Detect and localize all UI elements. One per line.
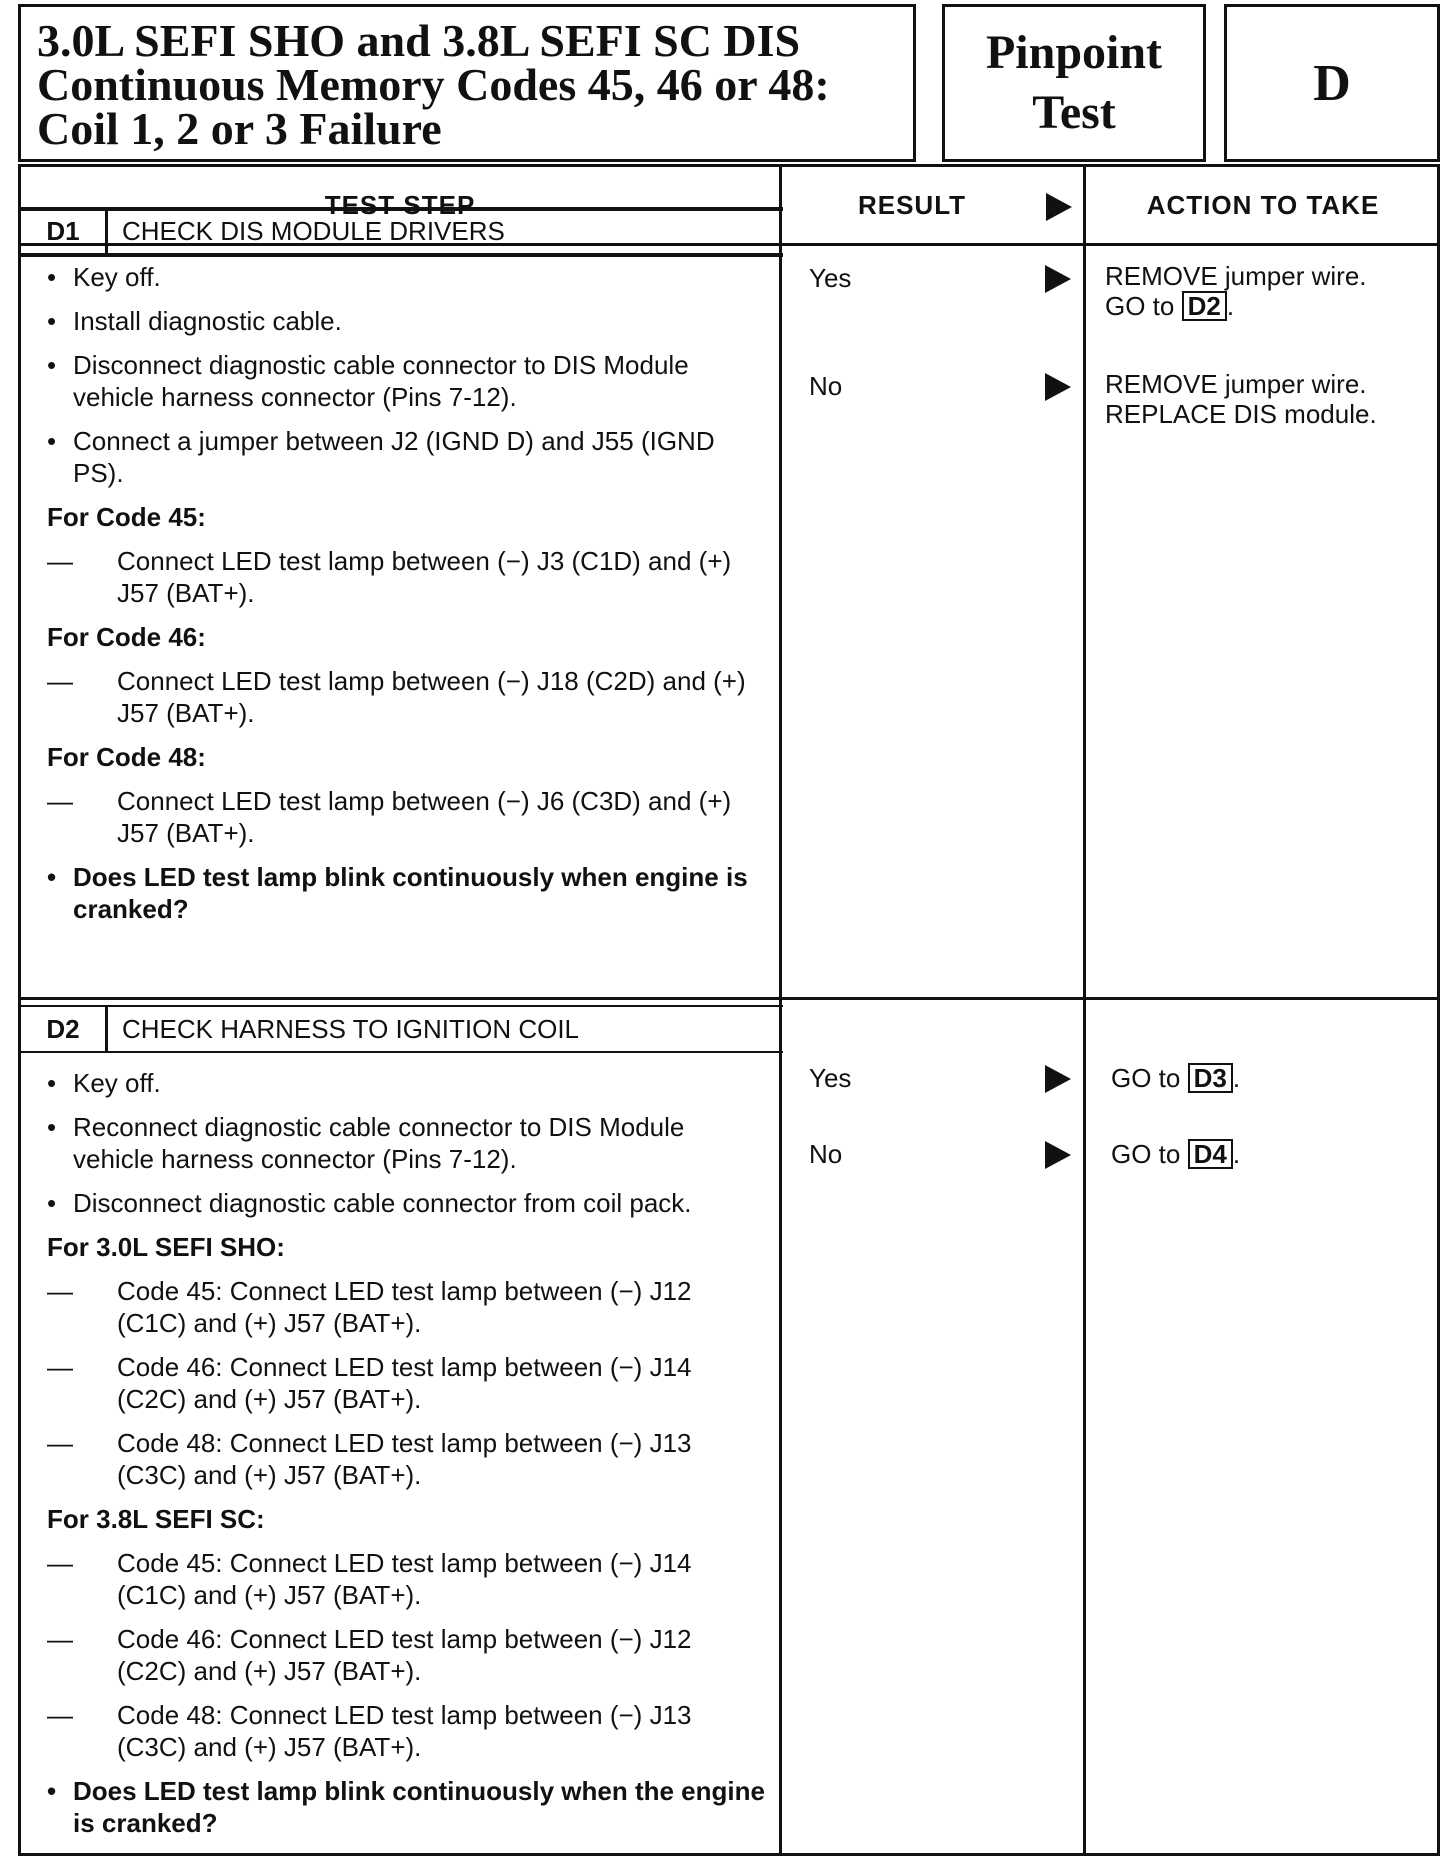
instruction-item: — Code 48: Connect LED test lamp between (−) J13 (C3C) and (+) J57 (BAT+). — [47, 1427, 765, 1491]
test-letter: D — [1313, 54, 1351, 112]
title-box — [18, 4, 916, 162]
column-divider — [1083, 167, 1086, 1853]
instruction-item: — Connect LED test lamp between (−) J6 (C3D) and (+) J57 (BAT+). — [47, 785, 765, 849]
result-label: Yes — [809, 263, 852, 293]
step-d2-instructions — [47, 1067, 765, 1851]
action-no-d2 — [1111, 1139, 1441, 1169]
step-title: CHECK DIS MODULE DRIVERS — [122, 215, 505, 246]
result-label: No — [809, 1139, 843, 1169]
step-d1-instructions — [47, 261, 765, 937]
action-go — [1105, 291, 1435, 321]
instruction-item: — Code 46: Connect LED test lamp between (−) J14 (C2C) and (+) J57 (BAT+). — [47, 1351, 765, 1415]
triangle-arrow-icon — [1045, 1065, 1071, 1093]
period: . — [1232, 1063, 1241, 1093]
column-header-action: ACTION TO TAKE — [1146, 189, 1380, 220]
instruction-heading: For Code 48: — [47, 742, 206, 772]
go-to-text: GO to — [1105, 291, 1175, 321]
period: . — [1232, 1139, 1241, 1169]
instruction-item: — Code 45: Connect LED test lamp between (−) J14 (C1C) and (+) J57 (BAT+). — [47, 1547, 765, 1611]
column-header-test-step: TEST STEP — [324, 189, 476, 220]
action-line: REMOVE jumper wire. — [1105, 261, 1367, 291]
triangle-arrow-icon — [1046, 193, 1072, 221]
triangle-arrow-icon — [1045, 265, 1071, 293]
instruction-item: — Code 45: Connect LED test lamp between (−) J12 (C1C) and (+) J57 (BAT+). — [47, 1275, 765, 1339]
step-id: D1 — [21, 209, 108, 253]
instruction-item: • Disconnect diagnostic cable connector to DIS Module vehicle harness connector (Pins 7-12). — [47, 349, 765, 413]
instruction-heading: For Code 45: — [47, 502, 206, 532]
step-reference-d4[interactable]: D4 — [1188, 1139, 1233, 1169]
instruction-item: • Disconnect diagnostic cable connector from coil pack. — [47, 1187, 765, 1219]
test-table — [18, 164, 1440, 1856]
instruction-item: — Code 48: Connect LED test lamp between (−) J13 (C3C) and (+) J57 (BAT+). — [47, 1699, 765, 1763]
instruction-item: • Install diagnostic cable. — [47, 305, 765, 337]
row-divider — [21, 997, 1437, 1000]
instruction-item: • Connect a jumper between J2 (IGND D) and J55 (IGND PS). — [47, 425, 765, 489]
instruction-item: • Key off. — [47, 1067, 765, 1099]
triangle-arrow-icon — [1045, 1141, 1071, 1169]
pinpoint-label: Pinpoint Test — [985, 26, 1163, 139]
instruction-question: • Does LED test lamp blink continuously when engine is cranked? — [47, 861, 765, 925]
instruction-item: — Connect LED test lamp between (−) J18 (C2D) and (+) J57 (BAT+). — [47, 665, 765, 729]
action-yes-d2 — [1111, 1063, 1441, 1093]
step-id: D2 — [21, 1007, 108, 1051]
step-reference-d3[interactable]: D3 — [1188, 1063, 1233, 1093]
instruction-item: • Reconnect diagnostic cable connector to DIS Module vehicle harness connector (Pins 7-12). — [47, 1111, 765, 1175]
column-header-result — [782, 167, 1082, 243]
result-label: No — [809, 371, 843, 401]
action-line: REPLACE DIS module. — [1105, 399, 1377, 429]
test-letter-box — [1224, 4, 1440, 162]
instruction-heading: For Code 46: — [47, 622, 206, 652]
go-to-text: GO to — [1111, 1063, 1181, 1093]
instruction-heading: For 3.0L SEFI SHO: — [47, 1232, 285, 1262]
step-header-d2 — [21, 1005, 783, 1053]
instruction-item: — Connect LED test lamp between (−) J3 (C1D) and (+) J57 (BAT+). — [47, 545, 765, 609]
step-title: CHECK HARNESS TO IGNITION COIL — [122, 1013, 580, 1044]
action-yes-d1 — [1105, 261, 1435, 321]
pinpoint-box — [942, 4, 1206, 162]
instruction-question: • Does LED test lamp blink continuously when the engine is cranked? — [47, 1775, 765, 1839]
step-reference-d2[interactable]: D2 — [1182, 291, 1227, 321]
instruction-item: — Code 46: Connect LED test lamp between (−) J12 (C2C) and (+) J57 (BAT+). — [47, 1623, 765, 1687]
period: . — [1226, 291, 1235, 321]
column-header-result-label: RESULT — [857, 189, 967, 220]
result-label: Yes — [809, 1063, 852, 1093]
instruction-item: • Key off. — [47, 261, 765, 293]
triangle-arrow-icon — [1045, 373, 1071, 401]
go-to-text: GO to — [1111, 1139, 1181, 1169]
step-header-d1 — [21, 207, 783, 255]
page-title: 3.0L SEFI SHO and 3.8L SEFI SC DIS Continuous Memory Codes 45, 46 or 48: Coil 1, 2 or 3 Failure — [37, 15, 830, 154]
action-no-d1 — [1105, 369, 1435, 429]
instruction-heading: For 3.8L SEFI SC: — [47, 1504, 265, 1534]
action-line: REMOVE jumper wire. — [1105, 369, 1367, 399]
